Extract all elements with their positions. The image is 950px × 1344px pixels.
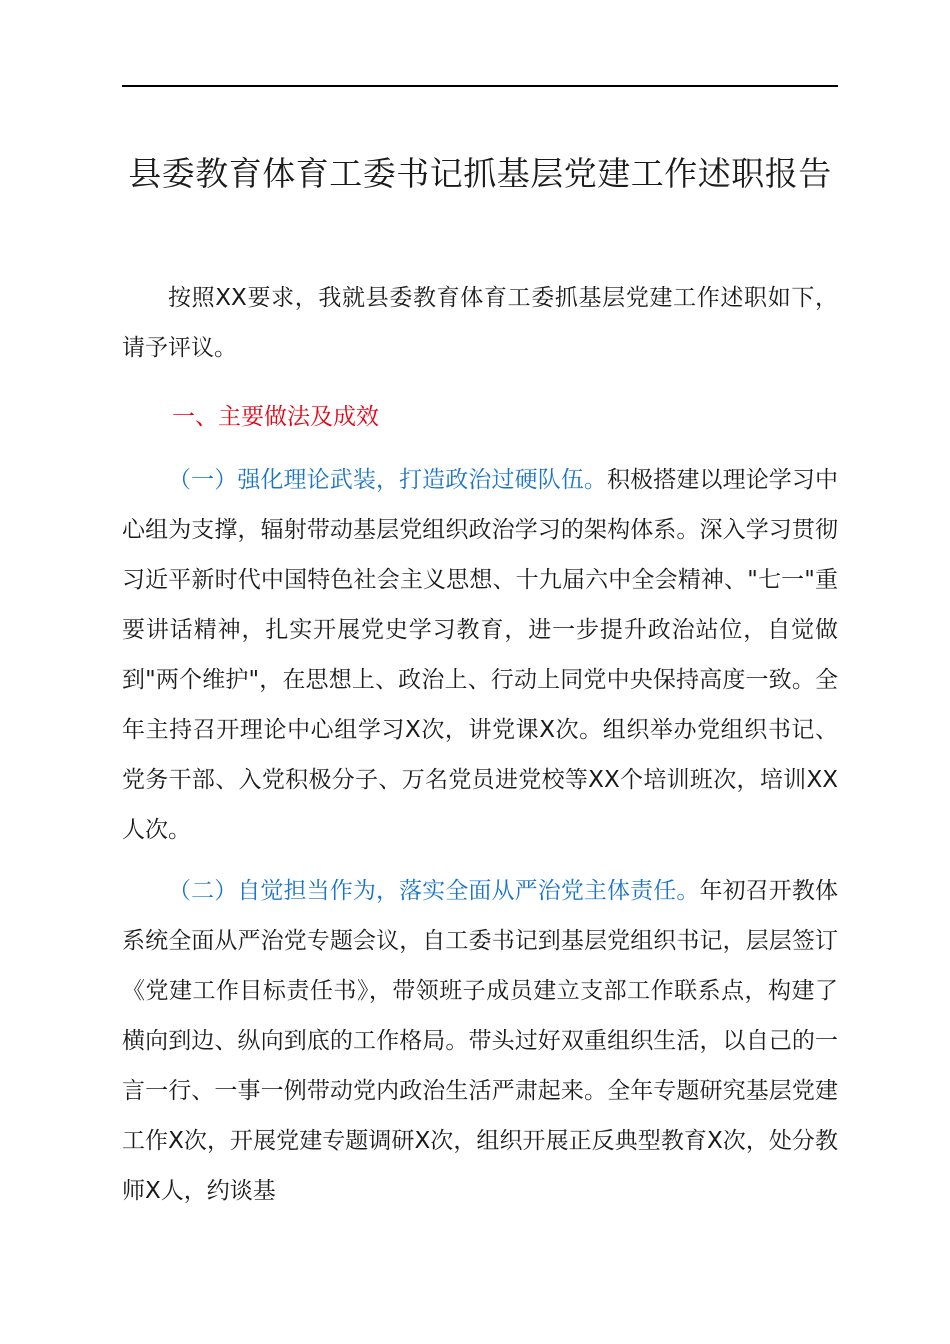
section-2-body: 年初召开教体系统全面从严治党专题会议，自工委书记到基层党组织书记，层层签订《党建工作目标责任书》，带领班子成员建立支部工作联系点，构建了横向到边、纵向到底的工作格局。带头过好双重组织生活，以自己的一言一行、一事一例带动党内政治生活严肃起来。全年专题研究基层党建工作X次，开展党建专题调研X次，组织开展正反典型教育X次，处分教师X人，约谈基: [122, 878, 839, 1204]
header-rule: [122, 85, 838, 87]
section-1-body: 积极搭建以理论学习中心组为支撑，辐射带动基层党组织政治学习的架构体系。深入学习贯彻习近平新时代中国特色社会主义思想、十九届六中全会精神、"七一"重要讲话精神，扎实开展党史学习教育，进一步提升政治站位，自觉做到"两个维护"，在思想上、政治上、行动上同党中央保持高度一致。全年主持召开理论中心组学习X次，讲党课X次。组织举办党组织书记、党务干部、入党积极分子、万名党员进党校等XX个培训班次，培训XX人次。: [122, 467, 839, 843]
document-title: 县委教育体育工委书记抓基层党建工作述职报告: [128, 154, 832, 193]
intro-text: 按照XX要求，我就县委教育体育工委抓基层党建工作述职如下，请予评议。: [122, 285, 838, 361]
section-1-paragraph: [122, 455, 838, 855]
intro-paragraph: [122, 273, 838, 373]
section-1-heading: （一）强化理论武装，打造政治过硬队伍。: [168, 467, 608, 493]
section-2-paragraph: [122, 866, 838, 1216]
section-heading: 一、主要做法及成效: [172, 404, 379, 430]
section-2-heading: （二）自觉担当作为，落实全面从严治党主体责任。: [168, 878, 700, 904]
